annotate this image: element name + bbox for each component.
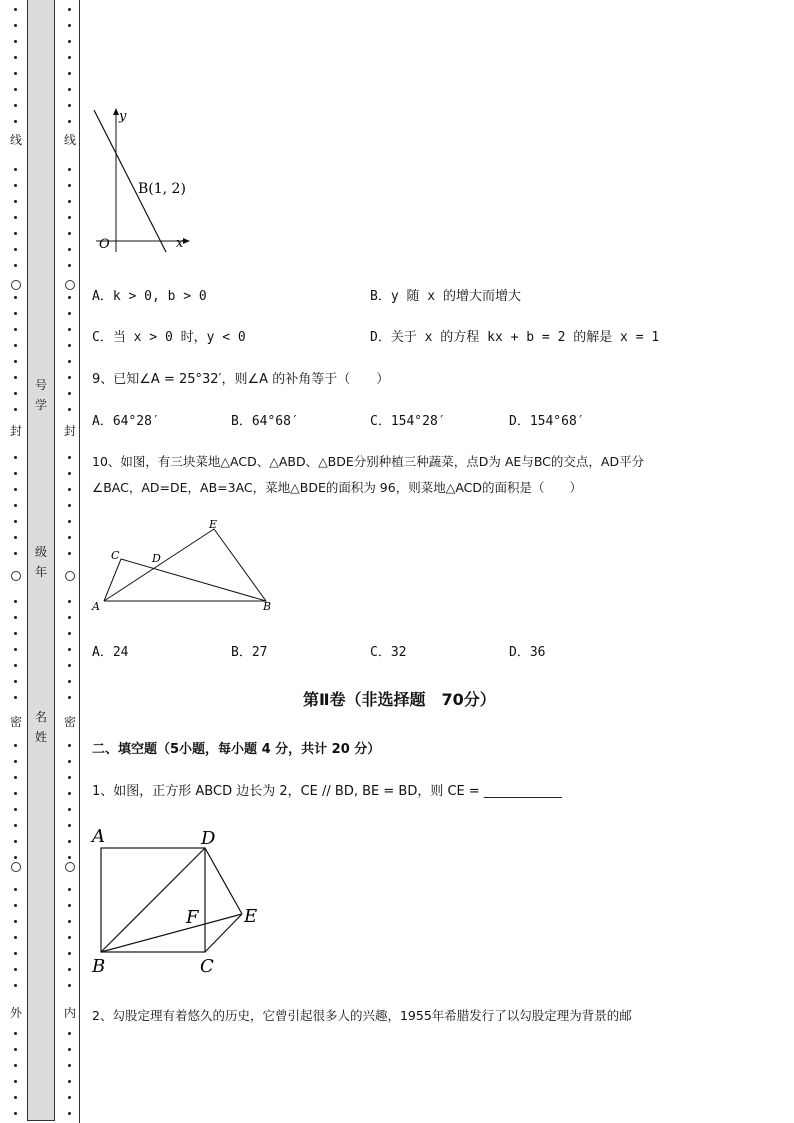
inner-seal-label: 线 <box>63 133 76 147</box>
vertex-d-label: D <box>201 828 216 849</box>
binding-dot <box>14 536 17 539</box>
binding-dot <box>14 376 17 379</box>
binding-dot <box>68 488 71 491</box>
binding-dot <box>68 1032 71 1035</box>
binding-dot <box>68 504 71 507</box>
q9-option-a[interactable]: A．64°28′ <box>92 414 160 429</box>
q9-option-d[interactable]: D．154°68′ <box>509 414 585 429</box>
vertex-b-label: B <box>92 956 106 977</box>
binding-dot <box>68 536 71 539</box>
inner-seal-column <box>58 0 82 1123</box>
binding-dot <box>68 456 71 459</box>
q10-stem-line1: 10、如图，有三块菜地△ACD、△ABD、△BDE分别种植三种蔬菜，点D为 AE与BC的交点，AD平分 <box>92 454 645 469</box>
binding-dot <box>14 840 17 843</box>
binding-dot <box>14 952 17 955</box>
binding-dot <box>14 600 17 603</box>
binding-dot <box>68 1096 71 1099</box>
binding-dot <box>14 88 17 91</box>
q10-option-c[interactable]: C．32 <box>370 645 407 660</box>
binding-dot <box>14 456 17 459</box>
binding-dot <box>68 680 71 683</box>
binding-dot <box>14 824 17 827</box>
binding-dot <box>68 8 71 11</box>
binding-dot <box>68 120 71 123</box>
q8-option-a[interactable]: A．k > 0, b > 0 <box>92 289 207 304</box>
inner-seal-label: 内 <box>63 1006 76 1020</box>
binding-dot <box>14 1080 17 1083</box>
outer-seal-label: 密 <box>9 715 22 729</box>
binding-dot <box>14 1096 17 1099</box>
part2-title: 第Ⅱ卷（非选择题 70分） <box>303 690 496 709</box>
binding-dot <box>68 376 71 379</box>
binding-dot <box>68 600 71 603</box>
binding-dot <box>68 1080 71 1083</box>
q10-option-a[interactable]: A．24 <box>92 645 129 660</box>
binding-dot <box>68 88 71 91</box>
binding-dot <box>14 792 17 795</box>
binding-dot <box>14 168 17 171</box>
binding-circle <box>65 571 75 581</box>
binding-dot <box>14 520 17 523</box>
binding-dot <box>14 328 17 331</box>
binding-dot <box>14 72 17 75</box>
binding-dot <box>14 744 17 747</box>
outer-seal-label: 外 <box>9 1006 22 1020</box>
binding-dot <box>14 1112 17 1115</box>
binding-strip <box>27 0 55 1121</box>
binding-dot <box>14 808 17 811</box>
binding-dot <box>68 360 71 363</box>
binding-dot <box>14 920 17 923</box>
binding-dot <box>14 344 17 347</box>
binding-dot <box>68 1064 71 1067</box>
binding-dot <box>68 1112 71 1115</box>
segment-be <box>101 914 242 952</box>
binding-dot <box>68 72 71 75</box>
y-axis-label: y <box>119 109 127 124</box>
binding-dot <box>68 248 71 251</box>
q8-option-d[interactable]: D．关于 x 的方程 kx + b = 2 的解是 x = 1 <box>370 330 660 345</box>
binding-dot <box>14 56 17 59</box>
binding-dot <box>14 360 17 363</box>
binding-dot <box>68 792 71 795</box>
vertex-c-label: C <box>111 549 120 562</box>
binding-dot <box>68 552 71 555</box>
fill1-square-figure <box>88 822 268 982</box>
binding-dot <box>68 168 71 171</box>
binding-dot <box>14 104 17 107</box>
binding-dot <box>14 296 17 299</box>
q9-option-b[interactable]: B．64°68′ <box>231 414 299 429</box>
q9-stem: 9、已知∠A = 25°32′，则∠A 的补角等于（ ） <box>92 372 390 387</box>
binding-circle <box>11 571 21 581</box>
binding-dot <box>14 8 17 11</box>
vertex-e-label: E <box>209 518 218 531</box>
inner-seal-label: 密 <box>63 715 76 729</box>
binding-dot <box>14 616 17 619</box>
binding-dot <box>14 40 17 43</box>
segment-de <box>205 848 242 914</box>
binding-dot <box>14 856 17 859</box>
binding-dot <box>14 936 17 939</box>
binding-dot <box>68 408 71 411</box>
q10-option-b[interactable]: B．27 <box>231 645 268 660</box>
binding-dot <box>68 856 71 859</box>
binding-dot <box>68 264 71 267</box>
binding-dot <box>14 680 17 683</box>
binding-dot <box>14 1048 17 1051</box>
binding-dot <box>14 968 17 971</box>
binding-circle <box>65 862 75 872</box>
binding-dot <box>68 776 71 779</box>
binding-dot <box>14 904 17 907</box>
binding-dot <box>68 296 71 299</box>
binding-dot <box>68 312 71 315</box>
point-f-label: F <box>186 907 199 928</box>
binding-dot <box>68 344 71 347</box>
binding-dot <box>14 1064 17 1067</box>
binding-dot <box>68 952 71 955</box>
binding-dot <box>68 472 71 475</box>
binding-dot <box>68 232 71 235</box>
binding-dot <box>14 184 17 187</box>
origin-label: O <box>99 237 110 252</box>
binding-dot <box>14 696 17 699</box>
binding-dot <box>14 776 17 779</box>
binding-dot <box>68 824 71 827</box>
binding-dot <box>14 392 17 395</box>
fill2-stem: 2、勾股定理有着悠久的历史，它曾引起很多人的兴趣，1955年希腊发行了以勾股定理为背景的邮 <box>92 1008 632 1023</box>
binding-dot <box>14 408 17 411</box>
binding-dot <box>68 808 71 811</box>
fill-in-section-heading: 二、填空题（5小题，每小题 4 分，共计 20 分） <box>92 742 381 757</box>
diagonal-bd <box>101 848 205 952</box>
binding-dot <box>14 200 17 203</box>
outer-seal-column <box>4 0 28 1123</box>
q8-option-b[interactable]: B．y 随 x 的增大而增大 <box>370 289 521 304</box>
binding-dot <box>14 760 17 763</box>
point-b-label: B(1, 2) <box>138 181 186 197</box>
binding-dot <box>68 216 71 219</box>
vertex-b-label: B <box>263 600 272 613</box>
q8-line-graph <box>88 104 198 254</box>
binding-dot <box>68 936 71 939</box>
binding-dot <box>14 216 17 219</box>
binding-dot <box>68 56 71 59</box>
outer-seal-label: 线 <box>9 133 22 147</box>
q9-option-c[interactable]: C．154°28′ <box>370 414 446 429</box>
binding-dot <box>14 664 17 667</box>
binding-dot <box>14 232 17 235</box>
binding-dot <box>14 488 17 491</box>
binding-dot <box>14 552 17 555</box>
vertex-c-label: C <box>200 956 214 977</box>
binding-dot <box>68 904 71 907</box>
q10-triangle-figure <box>90 515 280 615</box>
binding-dot <box>14 248 17 251</box>
binding-dot <box>68 744 71 747</box>
binding-dot <box>14 632 17 635</box>
vertex-d-label: D <box>152 552 161 565</box>
q8-option-c[interactable]: C．当 x > 0 时，y < 0 <box>92 330 246 345</box>
binding-dot <box>68 888 71 891</box>
binding-dot <box>14 648 17 651</box>
q10-option-d[interactable]: D．36 <box>509 645 546 660</box>
binding-dot <box>68 40 71 43</box>
binding-dot <box>14 888 17 891</box>
fill1-stem: 1、如图，正方形 ABCD 边长为 2，CE // BD, BE = BD，则 CE = ____________ <box>92 784 562 799</box>
segment-ce <box>205 914 242 952</box>
binding-circle <box>65 280 75 290</box>
x-axis-arrow <box>183 238 190 244</box>
binding-circle <box>11 862 21 872</box>
binding-dot <box>68 520 71 523</box>
binding-dot <box>68 696 71 699</box>
binding-dot <box>68 616 71 619</box>
inner-seal-label: 封 <box>63 424 76 438</box>
binding-dot <box>68 632 71 635</box>
binding-dot <box>14 504 17 507</box>
x-axis-label: x <box>176 236 184 251</box>
vertex-a-label: A <box>92 600 100 613</box>
binding-dot <box>14 120 17 123</box>
binding-dot <box>14 312 17 315</box>
outer-seal-label: 封 <box>9 424 22 438</box>
binding-dot <box>68 840 71 843</box>
binding-circle <box>11 280 21 290</box>
binding-dot <box>68 984 71 987</box>
binding-dot <box>68 920 71 923</box>
binding-dot <box>68 664 71 667</box>
binding-dot <box>68 760 71 763</box>
triangle-abe <box>104 529 266 601</box>
triangle-abc <box>104 559 266 601</box>
binding-dot <box>14 24 17 27</box>
binding-dot <box>68 200 71 203</box>
binding-dot <box>68 328 71 331</box>
binding-dot <box>14 1032 17 1035</box>
binding-dot <box>68 392 71 395</box>
binding-dot <box>68 24 71 27</box>
vertex-e-label: E <box>244 906 258 927</box>
binding-dot <box>68 968 71 971</box>
binding-dot <box>68 1048 71 1051</box>
binding-dot <box>68 648 71 651</box>
binding-dot <box>14 264 17 267</box>
binding-dot <box>14 472 17 475</box>
binding-dot <box>68 104 71 107</box>
q10-stem-line2: ∠BAC，AD=DE，AB=3AC，菜地△BDE的面积为 96，则菜地△ACD的面积是（ ） <box>92 480 583 495</box>
binding-dot <box>14 984 17 987</box>
binding-dot <box>68 184 71 187</box>
vertex-a-label: A <box>92 826 105 847</box>
